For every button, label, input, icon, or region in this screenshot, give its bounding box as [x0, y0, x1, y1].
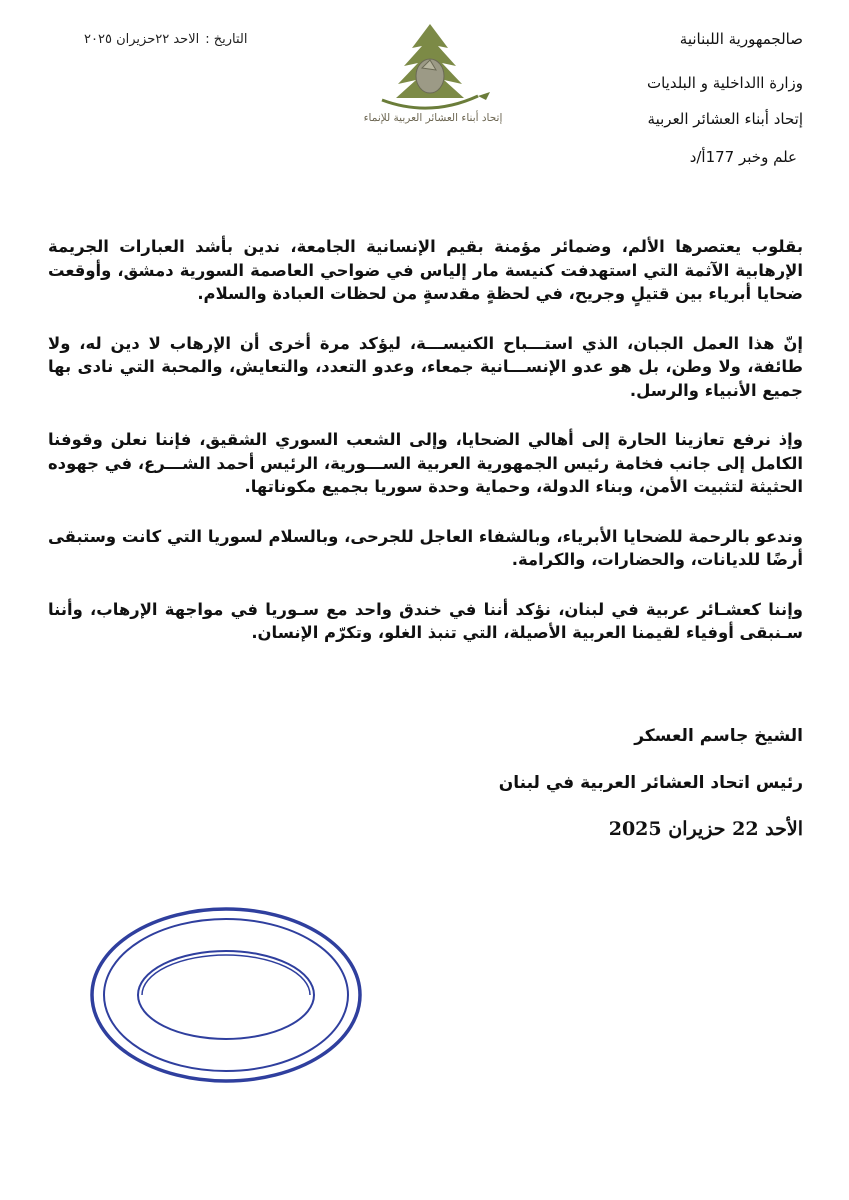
paragraph: وندعو بالرحمة للضحايا الأبرياء، وبالشفاء العاجل للجرحى، وبالسلام لسوريا التي كانت وستبقى أرضًا للديانات، والحضارات، والكرامة.: [48, 526, 803, 569]
signatory-title: رئيس اتحاد العشائر العربية في لبنان: [498, 773, 803, 793]
paragraph: إنّ هذا العمل الجبان، الذي استـــباح الكنيســـة، ليؤكد مرة أخرى أن الإرهاب لا دين له، ولا طائفة، ولا وطن، بل هو عدو الإنســـانية جمعاء، وعدو التعدد، والتعايش، والمحبة التي نادى بها جميع الأنبياء والرسل.: [48, 333, 803, 400]
republic-line: صالجمهورية اللبنانية: [679, 30, 803, 48]
signature-date: الأحد 22 حزيران 2025: [608, 818, 803, 840]
ministry-line: وزارة االداخلية و البلديات: [646, 74, 803, 92]
paragraph: بقلوب يعتصرها الألم، وضمائر مؤمنة بقيم الإنسانية الجامعة، ندين بأشد العبارات الجريمة الإرهابية الآثمة التي استهدفت كنيسة مار إلياس في ضواحي العاصمة السورية دمشق، وأوقعت ضحايا أبرياء بين قتيلٍ وجريح، في لحظةٍ مقدسةٍ من لحظات العبادة والسلام.: [48, 237, 803, 303]
reference-line: علم وخبر 177أ/د: [689, 148, 797, 166]
statement-body: [48, 235, 803, 671]
paragraph: وإننا كعشـائر عربية في لبنان، نؤكد أننا في خندق واحد مع سـوريا في مواجهة الإرهاب، وأننا سـنبقى أوفياء لقيمنا العربية الأصيلة، التي تنبذ الغلو، وتكرّم الإنسان.: [48, 599, 803, 642]
signatory-name: الشيخ جاسم العسكر: [634, 726, 803, 746]
union-line: إتحاد أبناء العشائر العربية: [647, 110, 803, 128]
logo-caption: إتحاد أبناء العشائر العربية للإنماء: [363, 112, 503, 124]
date-value: الاحد ٢٢حزيران ٢٠٢٥: [84, 32, 200, 47]
date-label: التاريخ :: [205, 32, 248, 47]
date-line: [78, 32, 248, 47]
paragraph: وإذ نرفع تعازينا الحارة إلى أهالي الضحايا، وإلى الشعب السوري الشقيق، فإننا نعلن وقوفنا الكامل إلى جانب فخامة رئيس الجمهورية العربية الســـورية، الرئيس أحمد الشـــرع، في جهوده الحثيثة لتثبيت الأمن، وبناء الدولة، وحماية وحدة سوريا بجميع مكوناتها.: [48, 430, 803, 496]
official-stamp: [86, 895, 366, 1095]
